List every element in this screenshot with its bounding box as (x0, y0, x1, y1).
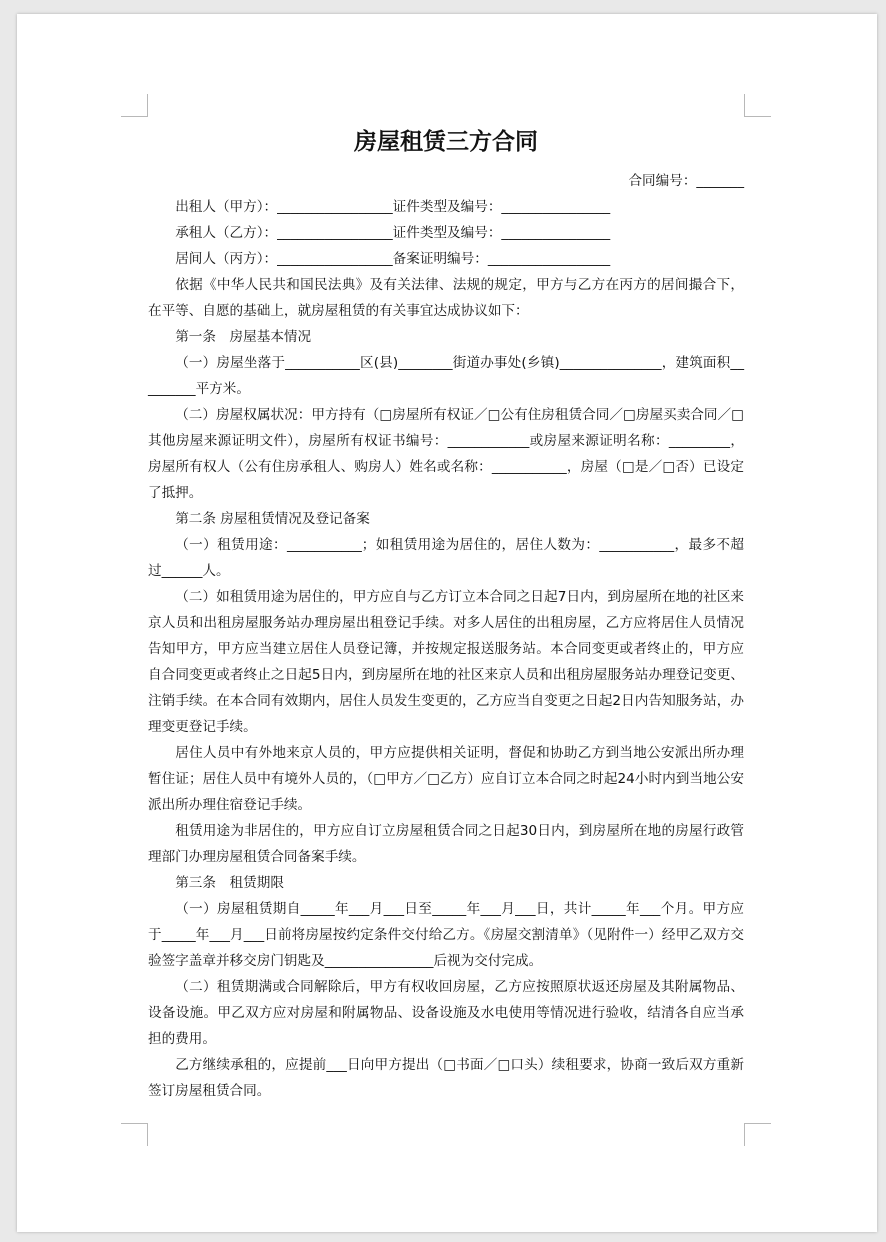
corner-mark-bottom-left (121, 1123, 148, 1146)
article-2-heading: 第二条 房屋租赁情况及登记备案 (175, 511, 370, 527)
document-page (17, 14, 877, 1232)
article-3-clause-2: （二）租赁期满或合同解除后，甲方有权收回房屋，乙方应按照原状返还房屋及其附属物品、设备设施。甲乙双方应对房屋和附属物品、设备设施及水电使用等情况进行验收，结清各自应当承担的费用。 (148, 979, 744, 1047)
corner-mark-bottom-right (744, 1123, 771, 1146)
article-2-clause-3: 居住人员中有外地来京人员的，甲方应提供相关证明，督促和协助乙方到当地公安派出所办理暂住证；居住人员中有境外人员的，（□甲方／□乙方）应自订立本合同之时起24小时内到当地公安派出所办理住宿登记手续。 (148, 745, 744, 813)
article-1-heading: 第一条 房屋基本情况 (175, 329, 312, 345)
article-2-clause-4: 租赁用途为非居住的，甲方应自订立房屋租赁合同之日起30日内，到房屋所在地的房屋行政管理部门办理房屋租赁合同备案手续。 (148, 823, 744, 865)
article-2-clause-1: （一）租赁用途：___________；如租赁用途为居住的，居住人数为：___________，最多不超过______人。 (148, 537, 744, 579)
article-3-heading: 第三条 租赁期限 (175, 875, 284, 891)
article-3-clause-1: （一）房屋租赁期自_____年___月___日至_____年___月___日，共计_____年___个月。甲方应于_____年___月___日前将房屋按约定条件交付给乙方。《房屋交割清单》（见附件一）经甲乙双方交验签字盖章并移交房门钥匙及________________后视为交付完成。 (148, 901, 744, 969)
document-title: 房屋租赁三方合同 (354, 128, 538, 155)
contract-number: 合同编号：_______ (628, 173, 744, 189)
article-1-clause-2: （二）房屋权属状况：甲方持有（□房屋所有权证／□公有住房租赁合同／□房屋买卖合同／□其他房屋来源证明文件），房屋所有权证书编号：____________或房屋来源证明名称：_________，房屋所有权人（公有住房承租人、购房人）姓名或名称：___________，房屋（□是／□否）已设定了抵押。 (148, 407, 744, 501)
corner-mark-top-left (121, 94, 148, 117)
party-lessee: 承租人（乙方）：_________________证件类型及编号：________________ (175, 225, 611, 241)
article-1-clause-1: （一）房屋坐落于___________区(县)________街道办事处(乡镇)_______________，建筑面积_________平方米。 (148, 355, 744, 397)
preamble: 依据《中华人民共和国民法典》及有关法律、法规的规定，甲方与乙方在丙方的居间撮合下，在平等、自愿的基础上，就房屋租赁的有关事宜达成协议如下： (148, 277, 744, 319)
document-body[interactable] (148, 122, 744, 1104)
party-lessor: 出租人（甲方）：_________________证件类型及编号：________________ (175, 199, 611, 215)
party-intermediary: 居间人（丙方）：_________________备案证明编号：__________________ (175, 251, 611, 267)
article-3-clause-3: 乙方继续承租的，应提前___日向甲方提出（□书面／□口头）续租要求，协商一致后双方重新签订房屋租赁合同。 (148, 1057, 744, 1099)
corner-mark-top-right (744, 94, 771, 117)
article-2-clause-2: （二）如租赁用途为居住的，甲方应自与乙方订立本合同之日起7日内，到房屋所在地的社区来京人员和出租房屋服务站办理房屋出租登记手续。对多人居住的出租房屋，乙方应将居住人员情况告知甲方，甲方应当建立居住人员登记簿，并按规定报送服务站。本合同变更或者终止的，甲方应自合同变更或者终止之日起5日内，到房屋所在地的社区来京人员和出租房屋服务站办理登记变更、注销手续。在本合同有效期内，居住人员发生变更的，乙方应当自变更之日起2日内告知服务站，办理变更登记手续。 (148, 589, 744, 735)
